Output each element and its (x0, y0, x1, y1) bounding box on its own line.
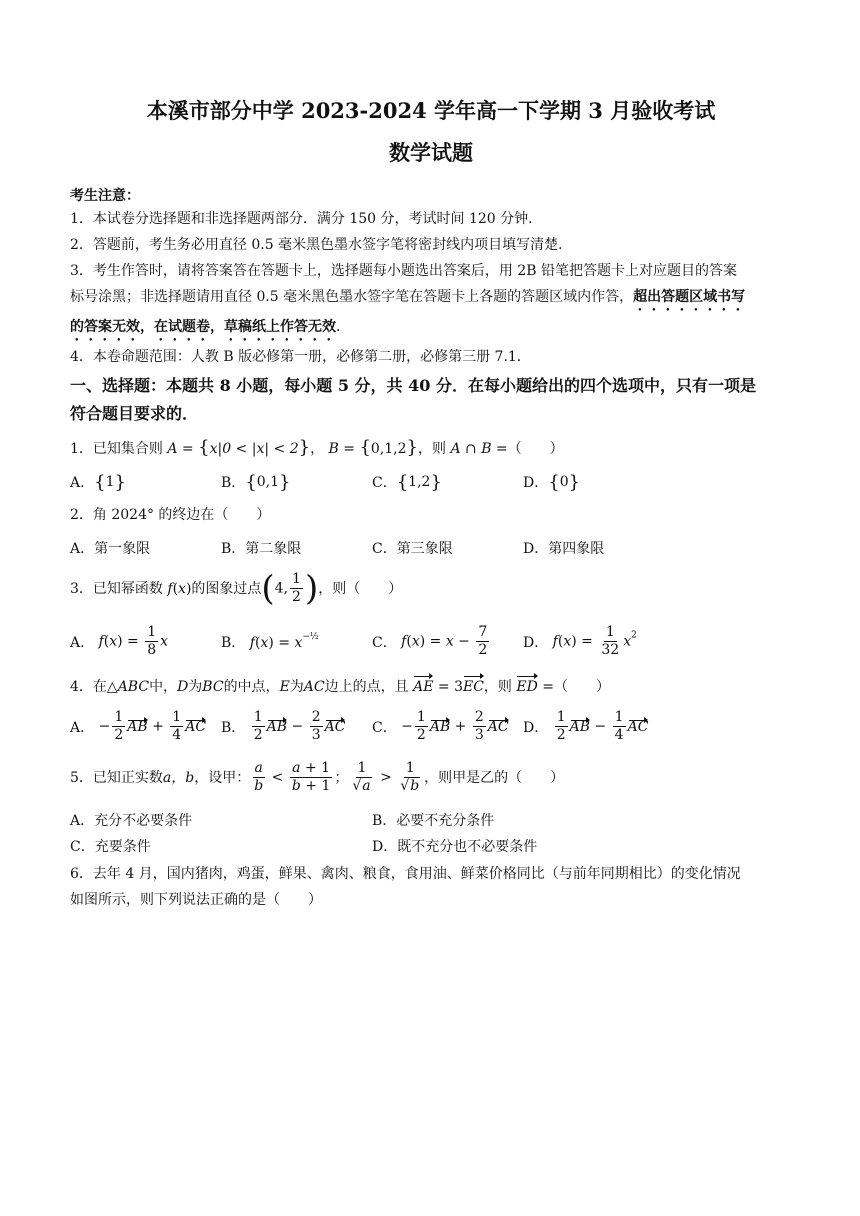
q1-option-c[interactable]: C． { 1,2 } (372, 471, 442, 493)
q1-set-a: A = {x|0 < |x| < 2} (162, 437, 311, 458)
question-4-stem: 4．在△ ABC 中， D 为 BC 的中点， E 为 AC 边上的点，且 AE = 3EC ，则 ED = （ ） (70, 675, 792, 699)
q2-option-d[interactable]: D．第四象限 (523, 541, 605, 557)
q5-condition-yi: $\frac{1}{√a}$ > $\frac{1}{√b}$ (352, 760, 420, 794)
q5-option-d[interactable]: D．既不充分也不必要条件 (372, 839, 538, 855)
q3-point: (4, $\frac{1}{2}$ ) (261, 568, 319, 609)
q4-option-c[interactable]: C． − $\frac{1}{2}$ AB + $\frac{2}{3}$ AC (372, 709, 509, 743)
question-5-options-row2 (70, 833, 792, 859)
question-4-options (70, 709, 792, 744)
notice-item-3-end: ． (336, 319, 350, 335)
question-5-options-row1 (70, 807, 792, 833)
q1-text-c: ，则 (418, 440, 446, 457)
q3-text-a: 3．已知幂函数 (70, 580, 163, 597)
question-5-stem: 5．已知正实数 a，b ，设甲： $\frac{a}{b}$ < $\frac{a + 1}{b + 1}$ ； $\frac{1}{√a}$ > $\frac{1}{√b}$ ，则甲是乙的（ ） (70, 760, 565, 794)
q3-text-c: ，则（ ） (318, 580, 403, 597)
q1-option-d[interactable]: D． { 0 } (523, 471, 581, 493)
exam-subtitle: 数学试题 (389, 140, 473, 165)
notice-item-3-line1: 3．考生作答时，请将答案答在答题卡上，选择题每小题选出答案后，用 2B 铅笔把答题卡上对应题目的答案 (70, 263, 738, 279)
q1-option-b[interactable]: B． { 0,1 } (221, 471, 291, 493)
question-1-options (70, 469, 792, 495)
notice-item-2: 2．答题前，考生务必用直径 0.5 毫米黑色墨水签字笔将密封线内项目填写清楚． (70, 237, 573, 253)
notice-emphasis-2: 的答案无效，在试题卷，草稿纸上作答无效 (70, 319, 336, 335)
q1-option-a[interactable]: A． { 1 } (70, 471, 126, 493)
q3-option-d[interactable]: D． f(x) = $\frac{1}{32}$ $x^2$ (523, 624, 637, 658)
q5-condition-jia: $\frac{a}{b}$ < $\frac{a + 1}{b + 1}$ (254, 760, 331, 794)
question-2-options (70, 535, 792, 561)
q3-option-c[interactable]: C． f(x) = x − $\frac{7}{2}$ (372, 624, 488, 658)
q3-func: f(x) (162, 580, 192, 597)
exam-title: 本溪市部分中学 2023-2024 学年高一下学期 3 月验收考试 (146, 98, 716, 123)
q1-text-b: ， (310, 440, 325, 457)
q1-expr: A ∩ B = (446, 440, 508, 457)
q4-option-d[interactable]: D． $\frac{1}{2}$ AB − $\frac{1}{4}$ AC (523, 709, 649, 743)
q1-text-a: 1．已知集合则 (70, 440, 163, 457)
q4-option-b[interactable]: B． $\frac{1}{2}$ AB − $\frac{2}{3}$ AC (221, 709, 346, 743)
q4-ask: ED = (512, 675, 554, 699)
section-1-heading-line2: 符合题目要求的． (70, 404, 199, 423)
q5-option-a[interactable]: A．充分不必要条件 (70, 813, 193, 829)
notice-emphasis-1: 超出答题区域书写 (633, 289, 746, 305)
question-6-stem: 6．去年 4 月，国内猪肉，鸡蛋，鲜果、禽肉、粮食，食用油、鲜菜价格同比（与前年同期相比）的变化情况 如图所示，则下列说法正确的是（ ） (70, 866, 741, 908)
notice-item-3-line2: 标号涂黑；非选择题请用直径 0.5 毫米黑色墨水签字笔在答题卡上各题的答题区域内作答， (70, 289, 634, 305)
q1-set-b: B = {0,1,2} (324, 437, 418, 458)
notice-item-1: 1．本试卷分选择题和非选择题两部分．满分 150 分，考试时间 120 分钟． (70, 211, 543, 227)
q1-text-d: （ ） (507, 440, 564, 457)
q5-option-b[interactable]: B．必要不充分条件 (372, 813, 495, 829)
question-2-stem: 2．角 2024° 的终边在（ ） (70, 507, 271, 523)
q3-text-b: 的图象过点 (191, 580, 262, 597)
q5-option-c[interactable]: C．充要条件 (70, 839, 151, 855)
q4-condition: AE = 3EC (409, 675, 484, 699)
q3-option-a[interactable]: A． f(x) = $\frac{1}{8}$ x (70, 624, 169, 658)
q2-option-a[interactable]: A．第一象限 (70, 541, 151, 557)
q2-option-c[interactable]: C．第三象限 (372, 541, 453, 557)
q2-option-b[interactable]: B．第二象限 (221, 541, 302, 557)
notice-heading: 考生注意： (70, 188, 140, 204)
exam-page (70, 96, 792, 913)
question-3-options (70, 624, 792, 659)
section-1-heading (70, 372, 792, 428)
notice-item-4: 4．本卷命题范围：人教 B 版必修第一册，必修第二册，必修第三册 7.1． (70, 349, 531, 365)
q3-option-b[interactable]: B． $f(x) = x^{-\frac{1}{2}}$ (221, 632, 319, 651)
question-3-stem (70, 568, 792, 609)
section-1-heading-line1: 一、选择题：本题共 8 小题，每小题 5 分，共 40 分．在每小题给出的四个选项中，只有一项是 (70, 376, 756, 395)
question-1-stem (70, 436, 792, 461)
notice-item-3 (70, 258, 792, 344)
q4-option-a[interactable]: A． − $\frac{1}{2}$ AB + $\frac{1}{4}$ AC (70, 709, 207, 743)
